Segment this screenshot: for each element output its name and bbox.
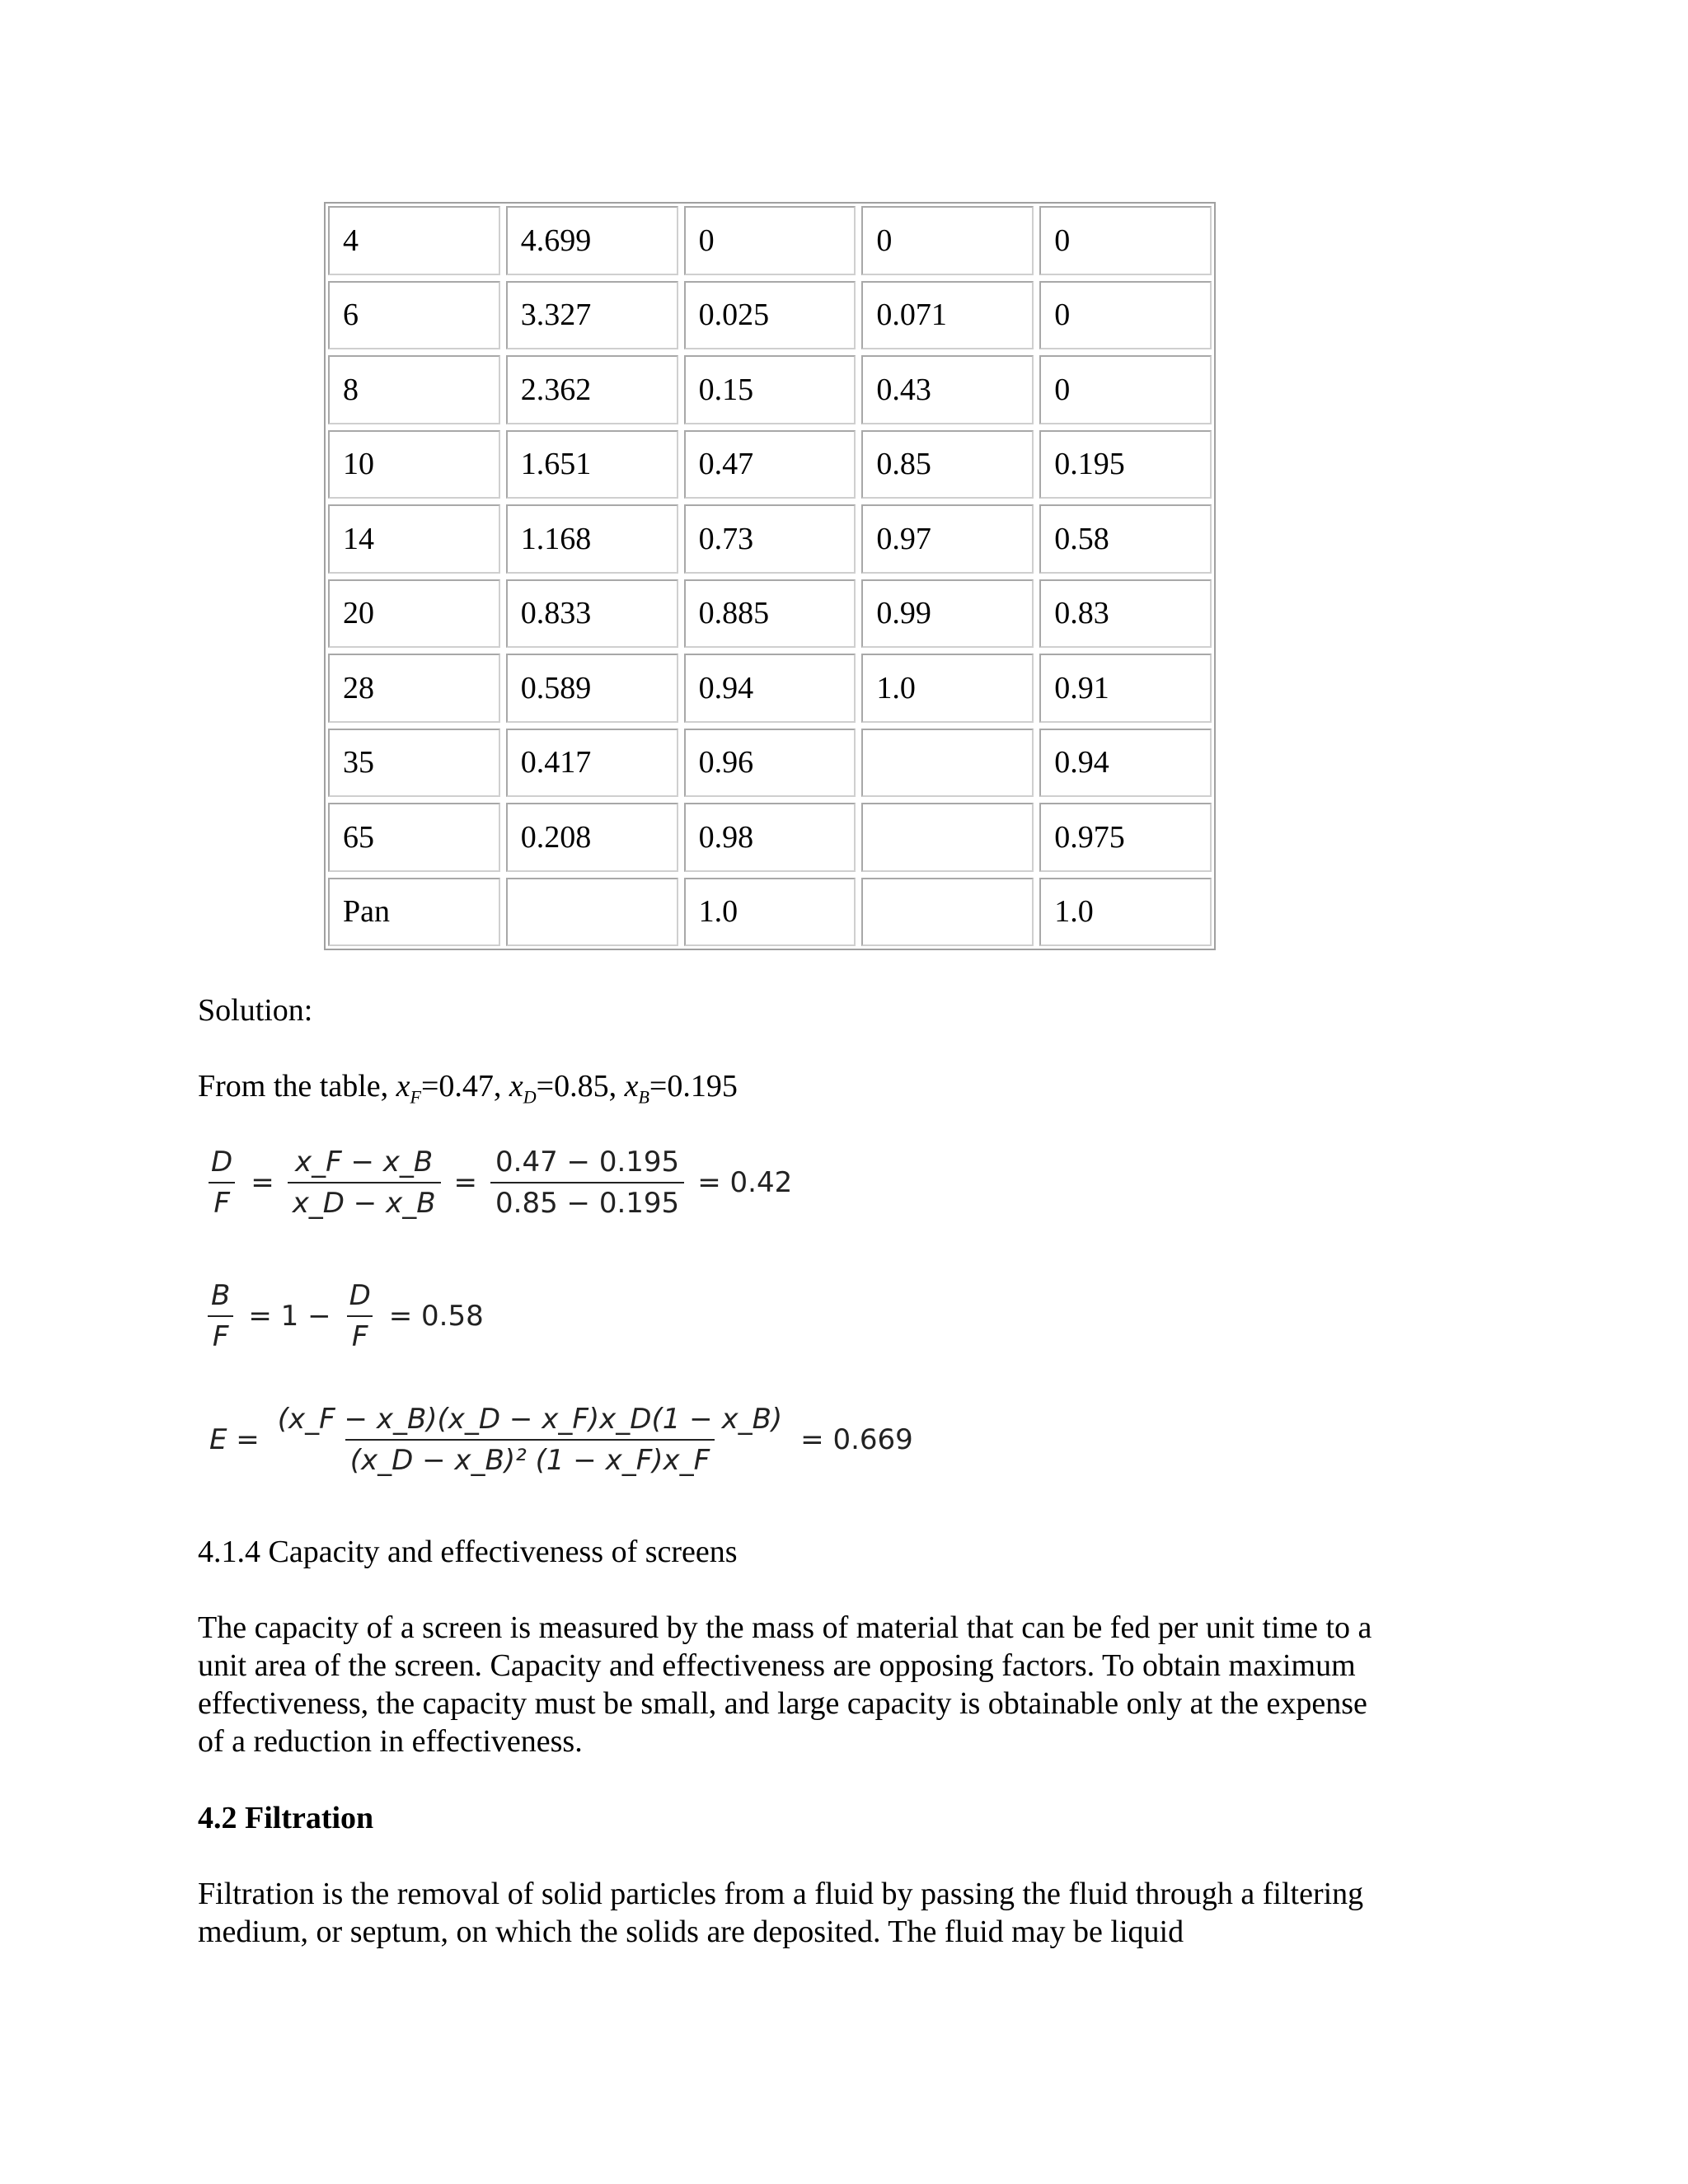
table-cell: 0.195 xyxy=(1039,430,1212,499)
result-042: = 0.42 xyxy=(697,1166,793,1199)
table-cell: 0.208 xyxy=(506,803,678,872)
fraction-effectiveness: $\frac{(x\_F - x\_B)(x\_D - x\_F)x\_D(1 - x\_B)}{\text{(x\_D − x\_B)² (1 − x\_F)x\_F}}$ xyxy=(277,1403,783,1477)
table-cell: 0.589 xyxy=(506,654,678,723)
table-row xyxy=(328,504,1212,574)
table-cell: 0.98 xyxy=(684,803,856,872)
result-0669: = 0.669 xyxy=(800,1423,913,1456)
section-42-body: Filtration is the removal of solid particles from a fluid by passing the fluid through a filtering medium, or septum, on which the solids are deposited. The fluid may be liquid xyxy=(198,1877,1364,1949)
fraction-d-f-2: $\frac{D}{F}$ xyxy=(345,1279,376,1353)
equation-effectiveness: E = $\frac{(x\_F - x\_B)(x\_D - x\_F)x\_D(1 - x\_B)}{\text{(x\_D − x\_B)² (1 − x\_F)x\_F}}$ = 0.669 xyxy=(209,1403,913,1477)
table-row xyxy=(328,281,1212,350)
table-row xyxy=(328,430,1212,499)
table-cell: 0.94 xyxy=(684,654,856,723)
fraction-x-terms: $\frac{x\_F - x\_B}{x\_D - x\_B}$ xyxy=(288,1146,441,1220)
table-cell xyxy=(861,729,1034,798)
table-row xyxy=(328,206,1212,275)
table-cell: 0.417 xyxy=(506,729,678,798)
sieve-table-body xyxy=(328,206,1212,946)
table-cell: 0.58 xyxy=(1039,504,1212,574)
table-cell: 14 xyxy=(328,504,500,574)
table-row xyxy=(328,878,1212,947)
sieve-analysis-table xyxy=(324,202,1216,950)
fraction-d-f: $\frac{D}{F}$ xyxy=(206,1146,237,1220)
table-cell: 35 xyxy=(328,729,500,798)
table-cell: 0.94 xyxy=(1039,729,1212,798)
equation-d-over-f: $\frac{D}{F}$ = $\frac{x\_F - x\_B}{x\_D - x\_B}$ = $\frac{0.47 - 0.195}{0.85 - 0.195}$ = 0.42 xyxy=(201,1146,800,1220)
fraction-b-f: $\frac{B}{F}$ xyxy=(206,1279,235,1353)
section-414-body: The capacity of a screen is measured by the mass of material that can be fed per unit time to a unit area of the screen. Capacity and effectiveness are opposing factors. To obtain maximum effectiveness, the capacity must be small, and large capacity is obtainable only at the expense of a reduction in effectiveness. xyxy=(198,1610,1372,1759)
table-cell: 6 xyxy=(328,281,500,350)
table-cell: 0 xyxy=(1039,355,1212,424)
table-cell: 65 xyxy=(328,803,500,872)
table-row xyxy=(328,579,1212,649)
table-cell: 4.699 xyxy=(506,206,678,275)
table-cell: 0 xyxy=(1039,206,1212,275)
table-cell: 0.025 xyxy=(684,281,856,350)
table-cell: 0 xyxy=(861,206,1034,275)
table-cell: 0.47 xyxy=(684,430,856,499)
table-cell: 0.97 xyxy=(861,504,1034,574)
from-table-line: From the table, $x_F=0.47$, $x_D=0.85$, $x_B=0.195$ xyxy=(198,1069,738,1108)
table-cell: 2.362 xyxy=(506,355,678,424)
from-table-prefix: From the table, xyxy=(198,1069,396,1104)
table-cell: 0 xyxy=(684,206,856,275)
table-cell: 4 xyxy=(328,206,500,275)
table-cell: 0.73 xyxy=(684,504,856,574)
table-cell: 1.651 xyxy=(506,430,678,499)
table-cell: 8 xyxy=(328,355,500,424)
table-cell: 10 xyxy=(328,430,500,499)
result-058: = 0.58 xyxy=(388,1300,484,1333)
table-cell: 0.83 xyxy=(1039,579,1212,649)
table-cell: 1.0 xyxy=(1039,878,1212,947)
solution-label: Solution: xyxy=(198,993,313,1028)
table-cell: 1.0 xyxy=(861,654,1034,723)
table-cell: 0.071 xyxy=(861,281,1034,350)
table-cell xyxy=(861,878,1034,947)
table-cell: 0.15 xyxy=(684,355,856,424)
fraction-numeric: $\frac{0.47 - 0.195}{0.85 - 0.195}$ xyxy=(490,1146,684,1220)
table-cell: 0 xyxy=(1039,281,1212,350)
table-cell: 0.43 xyxy=(861,355,1034,424)
table-cell: 20 xyxy=(328,579,500,649)
table-cell: 0.96 xyxy=(684,729,856,798)
table-cell: 28 xyxy=(328,654,500,723)
table-row xyxy=(328,803,1212,872)
table-row xyxy=(328,355,1212,424)
table-cell: Pan xyxy=(328,878,500,947)
table-cell xyxy=(861,803,1034,872)
table-row xyxy=(328,654,1212,723)
table-cell: 1.0 xyxy=(684,878,856,947)
table-row xyxy=(328,729,1212,798)
table-cell: 0.85 xyxy=(861,430,1034,499)
table-cell: 0.99 xyxy=(861,579,1034,649)
table-cell: 1.168 xyxy=(506,504,678,574)
table-cell: 0.975 xyxy=(1039,803,1212,872)
table-cell: 0.833 xyxy=(506,579,678,649)
table-cell: 3.327 xyxy=(506,281,678,350)
table-cell: 0.885 xyxy=(684,579,856,649)
section-414-heading: 4.1.4 Capacity and effectiveness of screens xyxy=(198,1535,738,1569)
table-cell xyxy=(506,878,678,947)
table-cell: 0.91 xyxy=(1039,654,1212,723)
equation-b-over-f: $\frac{B}{F}$ = 1 − $\frac{D}{F}$ = 0.58 xyxy=(201,1279,492,1353)
section-42-heading: 4.2 Filtration xyxy=(198,1801,374,1835)
